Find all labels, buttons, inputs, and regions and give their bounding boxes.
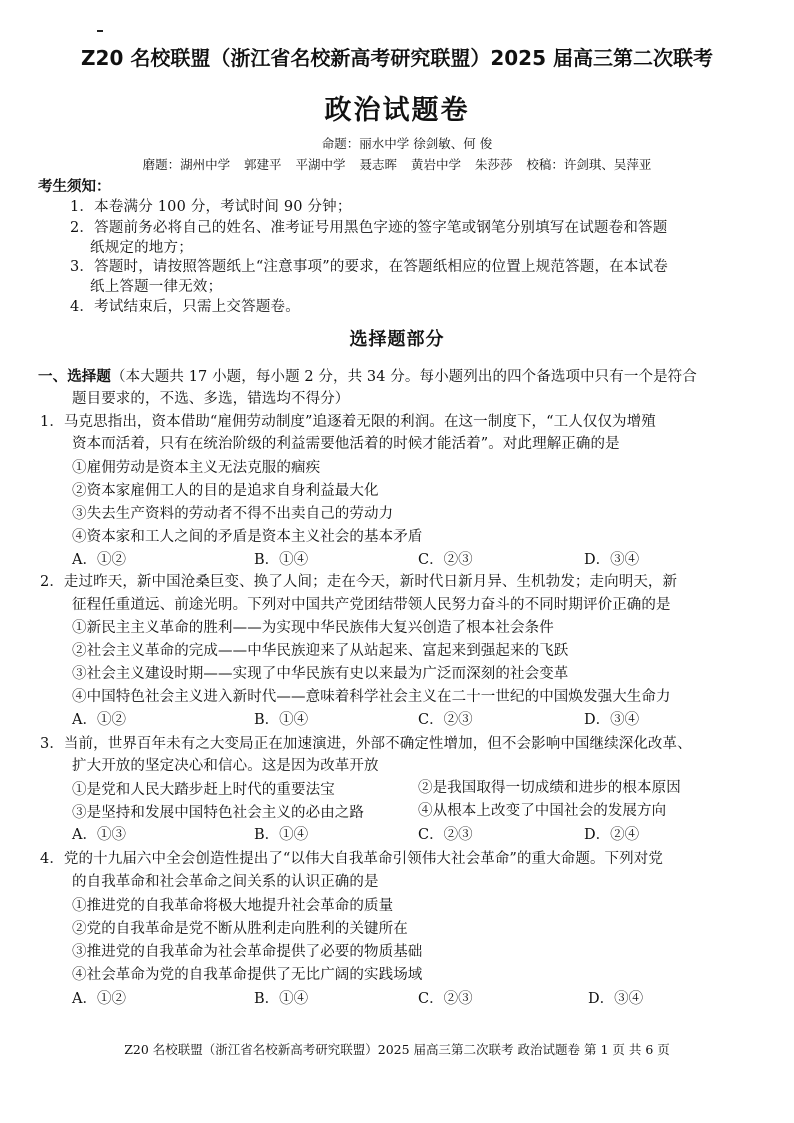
option-b: B．①④ <box>254 552 309 568</box>
option-a: A．①② <box>72 991 126 1007</box>
question-2-stem: 2．走过昨天，新中国沧桑巨变、换了人间；走在今天，新时代日新月异、生机勃发；走向明天，新 <box>40 574 678 590</box>
option-c: C．②③ <box>418 827 473 843</box>
option-c: C．②③ <box>418 991 473 1007</box>
section-header <box>38 365 697 386</box>
option-d: D．③④ <box>588 991 644 1007</box>
question-3-stem: 3．当前，世界百年未有之大变局正在加速演进，外部不确定性增加，但不会影响中国继续深化改革、 <box>40 736 692 752</box>
exam-subtitle: 政治试题卷 <box>324 95 470 126</box>
option-d: D．②④ <box>584 827 640 843</box>
question-2-item: ④中国特色社会主义进入新时代——意味着科学社会主义在二十一世纪的中国焕发强大生命力 <box>72 689 671 705</box>
question-3-item: ①是党和人民大踏步赶上时代的重要法宝 <box>72 782 335 798</box>
notice-line: 2．答题前务必将自己的姓名、准考证号用黑色字迹的签字笔或钢笔分别填写在试题卷和答题 <box>70 220 668 236</box>
option-b: B．①④ <box>254 712 309 728</box>
scan-mark <box>97 30 103 32</box>
question-2-item: ②社会主义革命的完成——中华民族迎来了从站起来、富起来到强起来的飞跃 <box>72 643 569 659</box>
question-3-item: ③是坚持和发展中国特色社会主义的必由之路 <box>72 805 364 821</box>
page-footer: Z20 名校联盟（浙江省名校新高考研究联盟）2025 届高三第二次联考 政治试题卷 第 1 页 共 6 页 <box>124 1042 670 1057</box>
question-4-item: ④社会革命为党的自我革命提供了无比广阔的实践场域 <box>72 967 423 983</box>
notice-line: 纸上答题一律无效； <box>90 279 223 295</box>
question-4-item: ①推进党的自我革命将极大地提升社会革命的质量 <box>72 898 394 914</box>
question-1-item: ④资本家和工人之间的矛盾是资本主义社会的基本矛盾 <box>72 529 423 545</box>
option-d: D．③④ <box>584 552 640 568</box>
notice-line: 纸规定的地方； <box>90 240 193 256</box>
question-2-item: ③社会主义建设时期——实现了中华民族有史以来最为广泛而深刻的社会变革 <box>72 666 569 682</box>
setters-line: 命题：丽水中学 徐剑敏、何 俊 <box>321 136 493 151</box>
question-1-stem: 资本而活着，只有在统治阶级的利益需要他活着的时候才能活着”。对此理解正确的是 <box>72 436 620 452</box>
question-1-item: ②资本家雇佣工人的目的是追求自身利益最大化 <box>72 483 379 499</box>
question-4-item: ③推进党的自我革命为社会革命提供了必要的物质基础 <box>72 944 423 960</box>
question-4-item: ②党的自我革命是党不断从胜利走向胜利的关键所在 <box>72 921 408 937</box>
option-b: B．①④ <box>254 827 309 843</box>
notice-line: 1．本卷满分 100 分，考试时间 90 分钟； <box>70 199 352 215</box>
notice-line: 3．答题时，请按照答题纸上“注意事项”的要求，在答题纸相应的位置上规范答题，在本试卷 <box>70 259 668 275</box>
question-3-item: ④从根本上改变了中国社会的发展方向 <box>418 803 667 819</box>
question-1-stem: 1．马克思指出，资本借助“雇佣劳动制度”追逐着无限的利润。在这一制度下，“工人仅仅为增殖 <box>40 414 656 430</box>
section-desc-2: 题目要求的，不选、多选，错选均不得分） <box>72 391 350 407</box>
section-desc: （本大题共 17 小题，每小题 2 分，共 34 分。每小题列出的四个备选项中只有一个是符合 <box>111 369 697 385</box>
option-a: A．①② <box>72 552 126 568</box>
option-a: A．①② <box>72 712 126 728</box>
option-b: B．①④ <box>254 991 309 1007</box>
question-4-stem: 的自我革命和社会革命之间关系的认识正确的是 <box>72 874 379 890</box>
reviewers-line: 磨题：湖州中学 郭建平 平湖中学 聂志晖 黄岩中学 朱莎莎 校稿：许剑琪、吴萍亚 <box>142 157 652 172</box>
part-title: 选择题部分 <box>349 329 445 350</box>
question-1-item: ③失去生产资料的劳动者不得不出卖自己的劳动力 <box>72 506 394 522</box>
notice-heading: 考生须知： <box>38 179 111 195</box>
exam-title: Z20 名校联盟（浙江省名校新高考研究联盟）2025 届高三第二次联考 <box>81 46 713 70</box>
option-c: C．②③ <box>418 712 473 728</box>
question-3-stem: 扩大开放的坚定决心和信心。这是因为改革开放 <box>72 758 379 774</box>
option-a: A．①③ <box>72 827 126 843</box>
question-4-stem: 4．党的十九届六中全会创造性提出了“以伟大自我革命引领伟大社会革命”的重大命题。下列对党 <box>40 851 663 867</box>
question-2-stem: 征程任重道远、前途光明。下列对中国共产党团结带领人民努力奋斗的不同时期评价正确的是 <box>72 597 671 613</box>
section-label: 一、选择题 <box>38 369 111 385</box>
notice-line: 4．考试结束后，只需上交答题卷。 <box>70 299 300 315</box>
option-c: C．②③ <box>418 552 473 568</box>
option-d: D．③④ <box>584 712 640 728</box>
question-1-item: ①雇佣劳动是资本主义无法克服的痼疾 <box>72 460 321 476</box>
question-3-item: ②是我国取得一切成绩和进步的根本原因 <box>418 780 681 796</box>
question-2-item: ①新民主主义革命的胜利——为实现中华民族伟大复兴创造了根本社会条件 <box>72 620 554 636</box>
